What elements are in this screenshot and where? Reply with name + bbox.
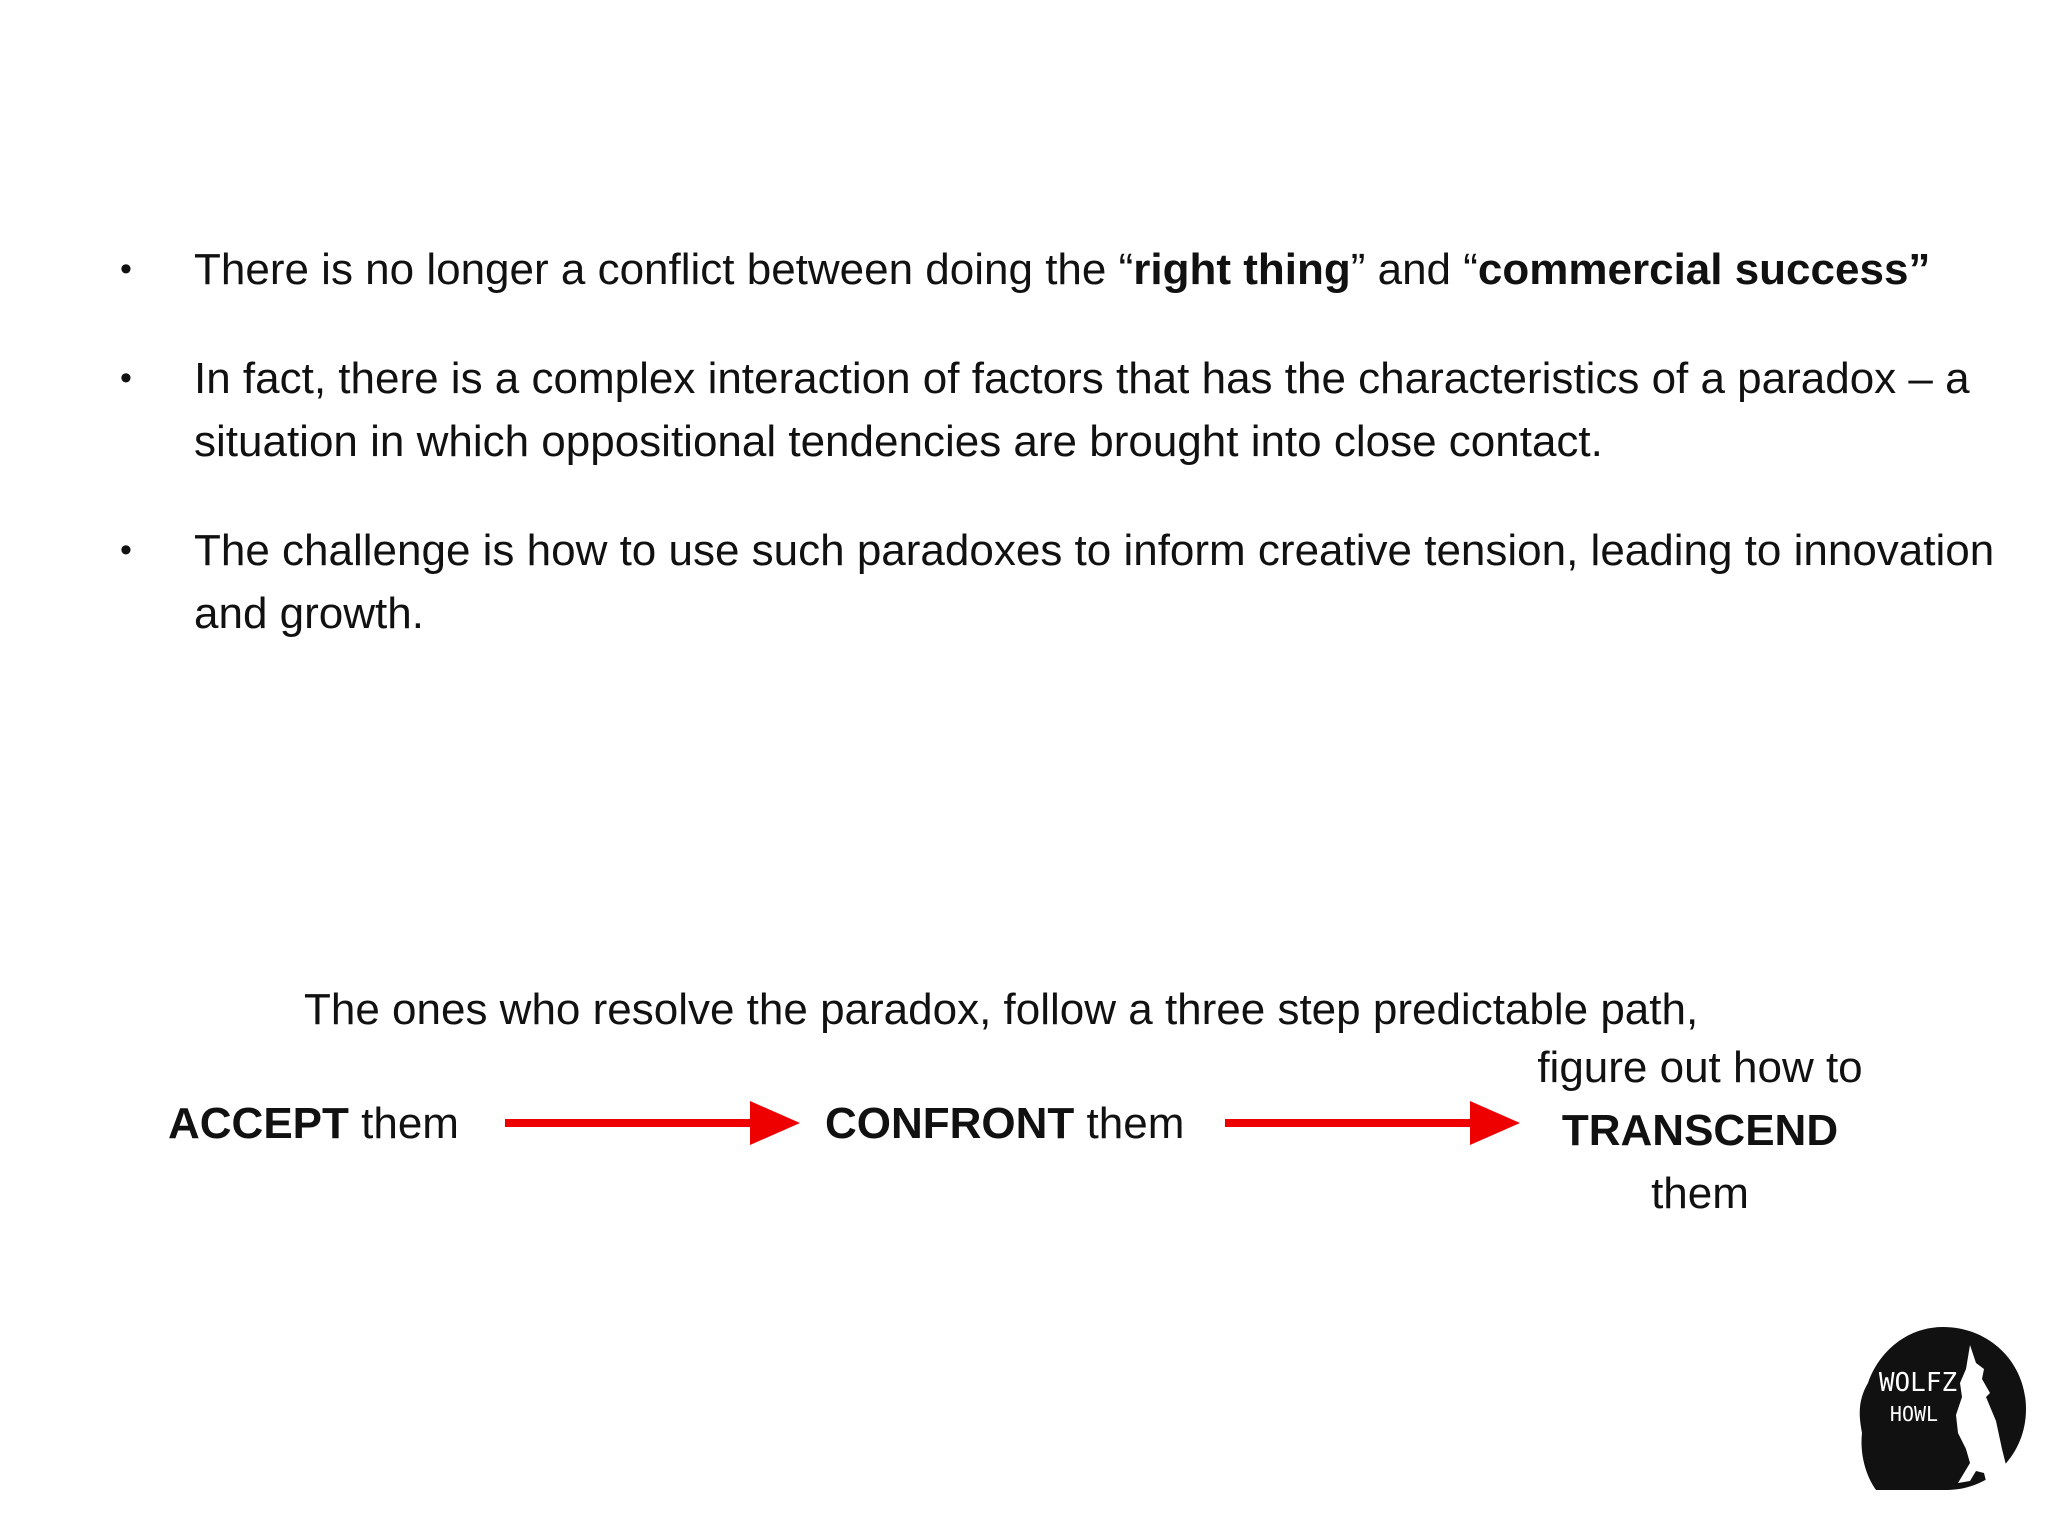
bullet-list xyxy=(120,238,2000,691)
step-transcend-keyword: TRANSCEND xyxy=(1561,1106,1839,1155)
logo-text-line2: HOWL xyxy=(1889,1402,1939,1426)
arrow-shaft xyxy=(1225,1119,1475,1127)
arrow-head xyxy=(750,1101,800,1145)
arrow-right-icon xyxy=(1225,1098,1520,1148)
bullet-dot: • xyxy=(120,359,132,397)
arrow-shaft xyxy=(505,1119,755,1127)
bullet-dot: • xyxy=(120,250,132,288)
bullet-text-part: In fact, there is a complex interaction of factors that has the characteristics of a paradox – a situation in which oppositional tendencies are brought into close contact. xyxy=(194,354,1970,466)
arrow-head xyxy=(1470,1101,1520,1145)
bullet-text-bold: right thing xyxy=(1133,245,1351,294)
step-accept xyxy=(168,1096,459,1152)
bullet-text-part: The challenge is how to use such paradoxes to inform creative tension, leading to innovation and growth. xyxy=(194,526,1995,638)
step-accept-keyword: ACCEPT xyxy=(168,1099,349,1148)
step-confront-rest: them xyxy=(1074,1099,1185,1148)
bullet-item-2 xyxy=(120,347,2000,473)
bullet-item-3 xyxy=(120,519,2000,645)
step-accept-rest: them xyxy=(348,1099,459,1148)
bullet-item-1 xyxy=(120,238,2000,301)
flow-intro-text: The ones who resolve the paradox, follow a three step predictable path, xyxy=(304,985,1699,1034)
bullet-text-part: There is no longer a conflict between doing the “ xyxy=(194,245,1134,294)
step-transcend-pre: figure out how to xyxy=(1537,1043,1863,1092)
bullet-text-part: ” and “ xyxy=(1350,245,1478,294)
step-confront-keyword: CONFRONT xyxy=(825,1099,1075,1148)
logo-text-line1: WOLFZ xyxy=(1878,1368,1958,1398)
bullet-dot: • xyxy=(120,531,132,569)
arrow-right-icon xyxy=(505,1098,800,1148)
step-transcend xyxy=(1520,1036,1880,1225)
bullet-text-bold: commercial success” xyxy=(1477,245,1931,294)
wolfz-howl-logo-icon xyxy=(1858,1323,2028,1493)
step-transcend-post: them xyxy=(1651,1169,1749,1218)
step-confront xyxy=(825,1096,1184,1152)
